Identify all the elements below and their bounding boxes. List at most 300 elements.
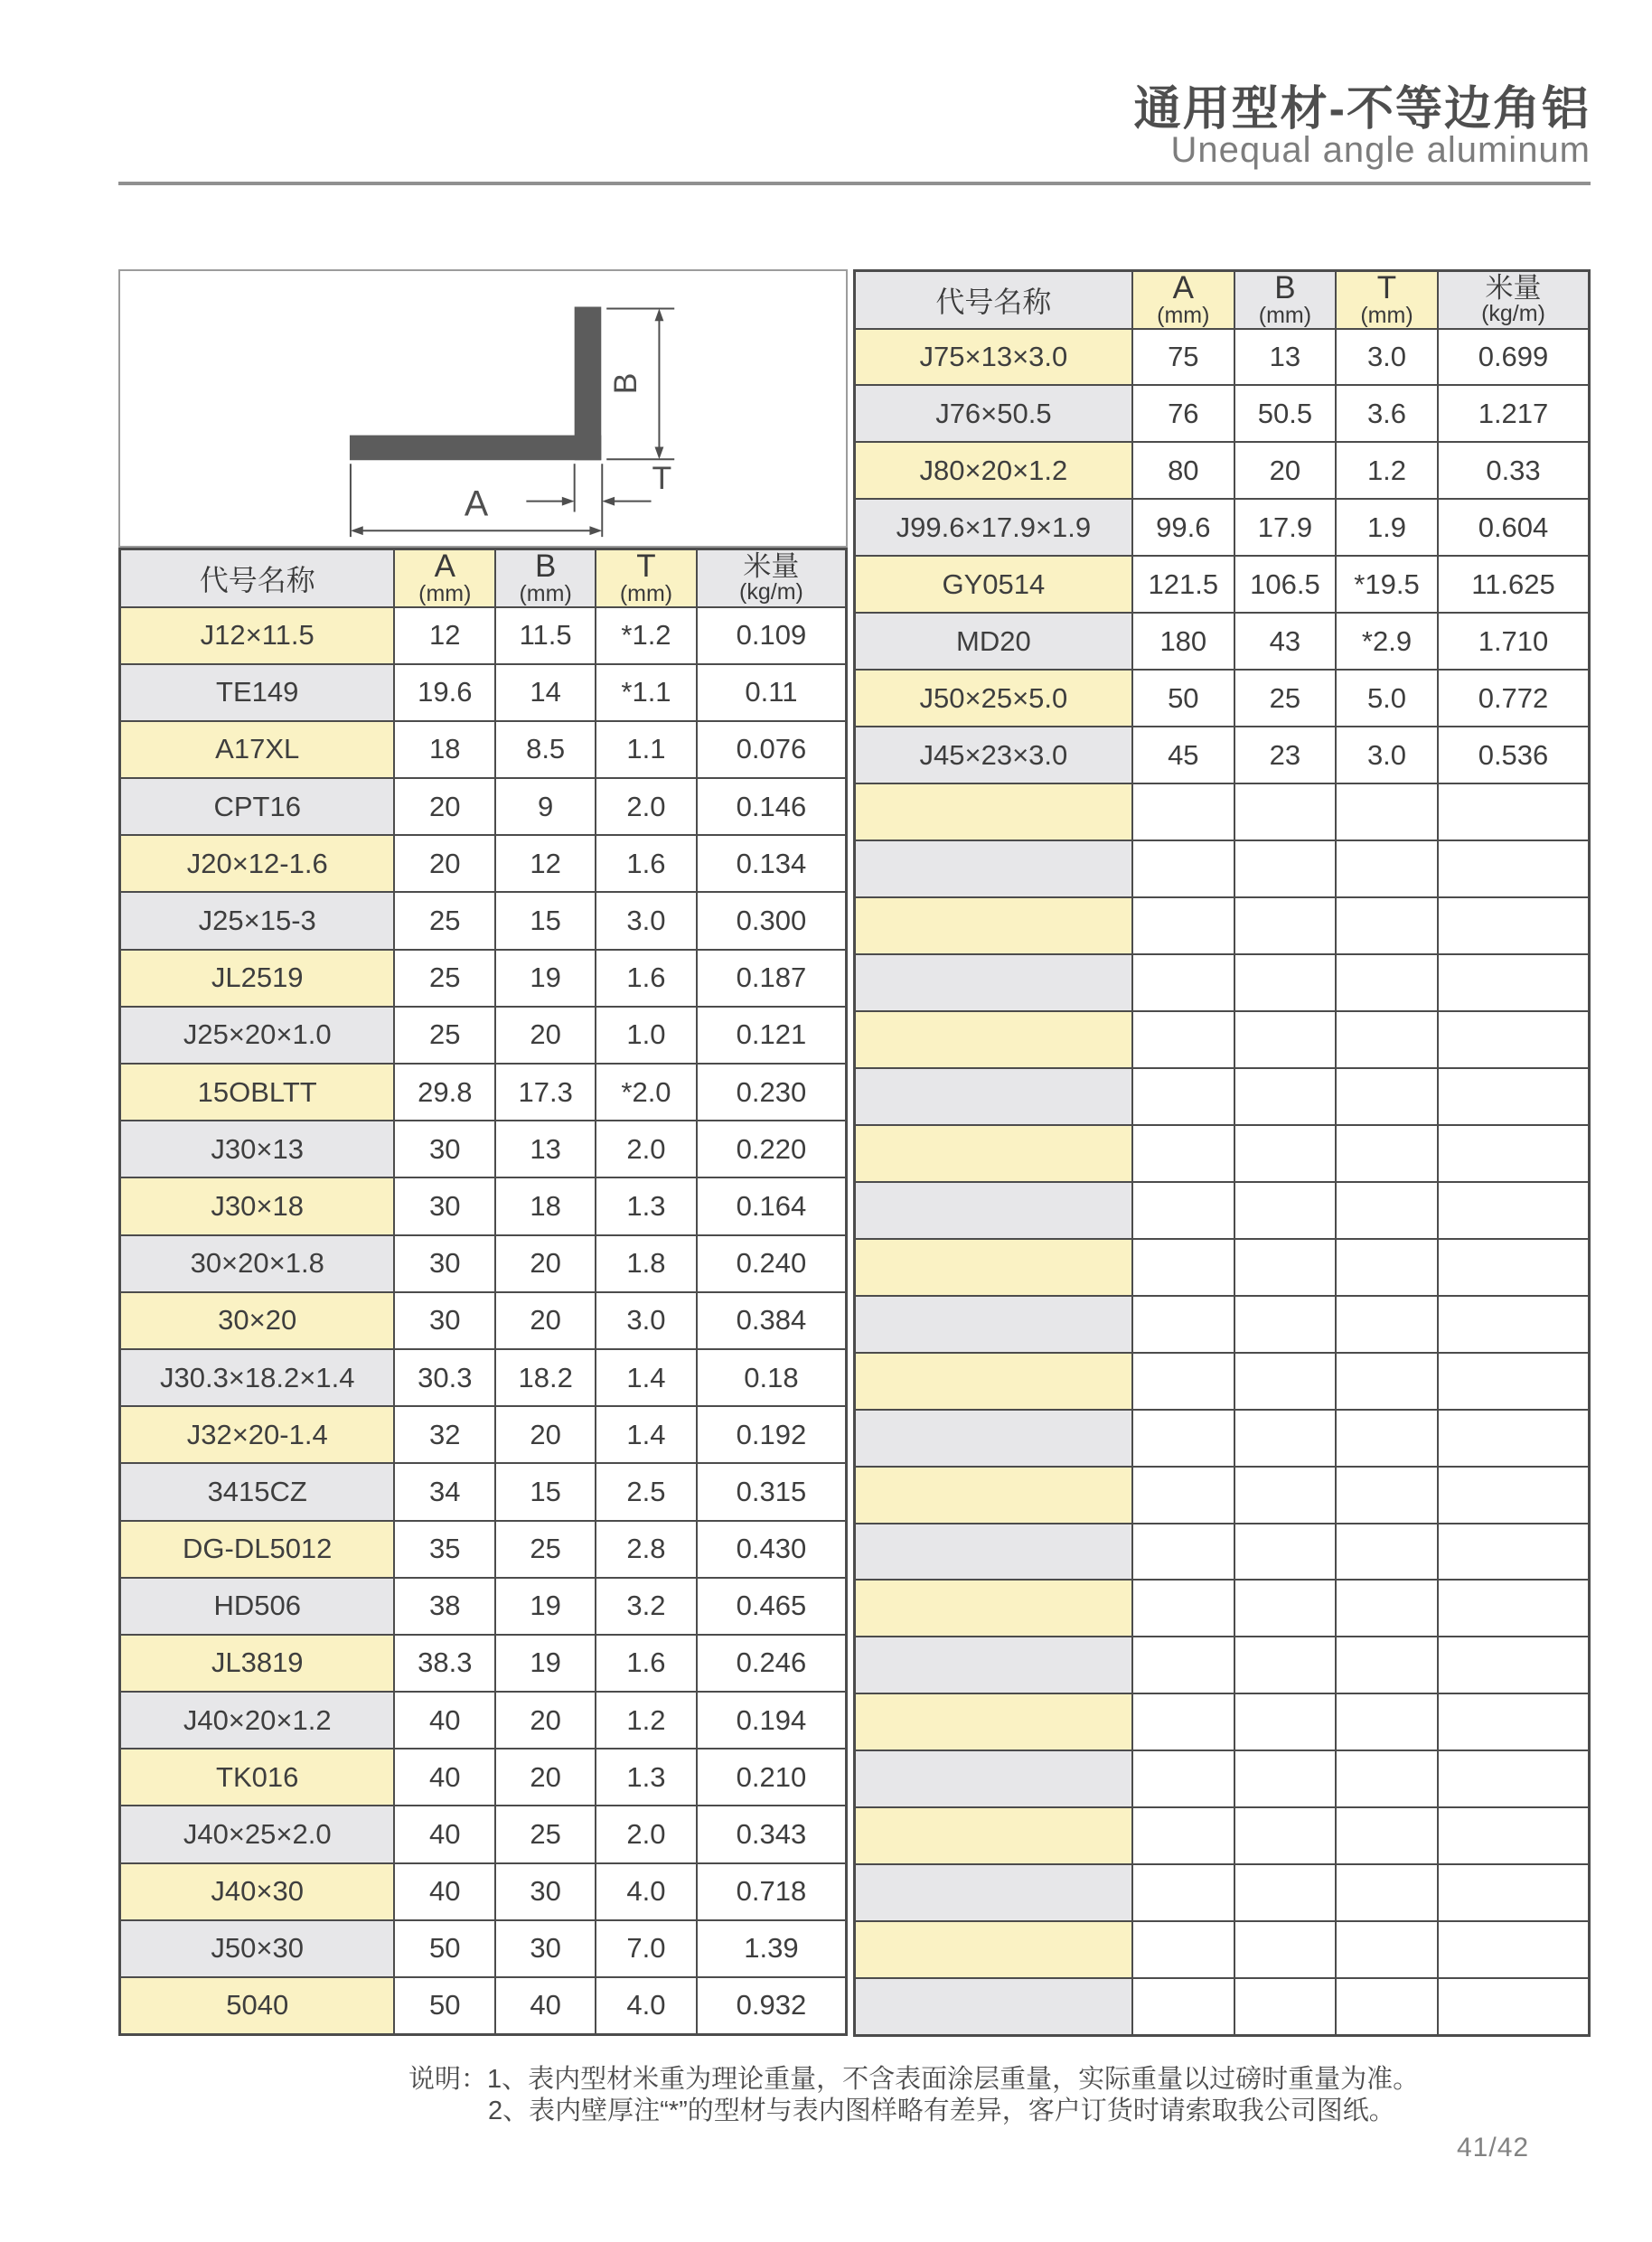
value-cell — [1438, 1068, 1590, 1125]
header-b-unit: (mm) — [1258, 303, 1312, 329]
value-cell — [1132, 1467, 1234, 1524]
value-cell — [1132, 1410, 1234, 1467]
profile-name-cell: J75×13×3.0 — [855, 329, 1132, 386]
value-cell: 23 — [1234, 727, 1336, 783]
dimension-label-a: A — [464, 483, 489, 524]
value-cell — [1336, 1580, 1438, 1637]
value-cell: 1.2 — [1336, 442, 1438, 499]
value-cell — [1438, 1693, 1590, 1750]
value-cell: 1.3 — [596, 1177, 697, 1234]
profile-name-cell — [855, 1011, 1132, 1068]
value-cell — [1336, 840, 1438, 897]
value-cell: 0.11 — [697, 664, 847, 721]
value-cell: 15 — [495, 1463, 596, 1520]
value-cell: 1.39 — [697, 1920, 847, 1977]
profile-name-cell — [855, 1182, 1132, 1239]
table-row — [120, 1007, 847, 1064]
value-cell — [1336, 1296, 1438, 1353]
value-cell: 121.5 — [1132, 556, 1234, 613]
value-cell — [1438, 1637, 1590, 1693]
value-cell: 20 — [495, 1235, 596, 1292]
profile-name-cell: CPT16 — [120, 778, 395, 835]
value-cell: 50.5 — [1234, 385, 1336, 442]
value-cell — [1336, 1637, 1438, 1693]
profile-name-cell: 30×20×1.8 — [120, 1235, 395, 1292]
value-cell — [1234, 1580, 1336, 1637]
value-cell — [1234, 1467, 1336, 1524]
value-cell: 30 — [394, 1177, 495, 1234]
value-cell — [1132, 1182, 1234, 1239]
profile-name-cell — [855, 1125, 1132, 1182]
value-cell — [1132, 1296, 1234, 1353]
left-profile-table — [118, 548, 848, 2036]
a-arrow-right — [589, 526, 602, 535]
value-cell: 0.230 — [697, 1064, 847, 1121]
value-cell — [1132, 1125, 1234, 1182]
table-row — [120, 1349, 847, 1406]
a-arrow-left — [351, 526, 363, 535]
value-cell: 35 — [394, 1521, 495, 1578]
header-a-label: A — [434, 549, 455, 585]
header-t-unit: (mm) — [1360, 303, 1413, 329]
value-cell — [1132, 1524, 1234, 1581]
table-row — [855, 1864, 1590, 1921]
value-cell: 0.300 — [697, 892, 847, 949]
value-cell: 1.9 — [1336, 499, 1438, 556]
profile-name-cell — [855, 1750, 1132, 1807]
profile-name-cell — [855, 1580, 1132, 1637]
table-row — [855, 727, 1590, 783]
value-cell — [1132, 1978, 1234, 2035]
value-cell — [1438, 1978, 1590, 2035]
header-weight — [697, 549, 847, 607]
value-cell: 2.5 — [596, 1463, 697, 1520]
header-t-label: T — [1376, 270, 1397, 306]
table-row — [120, 1920, 847, 1977]
table-row — [120, 1749, 847, 1806]
value-cell — [1336, 1524, 1438, 1581]
value-cell: 2.0 — [596, 1806, 697, 1862]
profile-name-cell — [855, 1296, 1132, 1353]
value-cell — [1336, 1068, 1438, 1125]
table-row — [120, 1406, 847, 1463]
value-cell: 1.8 — [596, 1235, 697, 1292]
table-row — [120, 1977, 847, 2034]
value-cell: *2.0 — [596, 1064, 697, 1121]
value-cell: 1.4 — [596, 1406, 697, 1463]
value-cell: 3.0 — [1336, 329, 1438, 386]
table-row — [855, 385, 1590, 442]
value-cell: 25 — [1234, 670, 1336, 727]
dimension-label-t: T — [652, 459, 672, 496]
value-cell — [1132, 1580, 1234, 1637]
value-cell: 40 — [495, 1977, 596, 2034]
profile-name-cell: J30×18 — [120, 1177, 395, 1234]
header-b — [1234, 271, 1336, 329]
value-cell: 1.0 — [596, 1007, 697, 1064]
profile-name-cell: J25×15-3 — [120, 892, 395, 949]
value-cell — [1132, 1807, 1234, 1864]
table-row — [855, 1239, 1590, 1296]
value-cell: 1.3 — [596, 1749, 697, 1806]
table-row — [855, 556, 1590, 613]
value-cell — [1336, 1011, 1438, 1068]
value-cell: 50 — [394, 1977, 495, 2034]
value-cell — [1234, 1864, 1336, 1921]
table-row — [855, 1011, 1590, 1068]
b-arrow-up — [655, 308, 664, 321]
value-cell: 0.146 — [697, 778, 847, 835]
profile-name-cell: J20×12-1.6 — [120, 835, 395, 892]
value-cell: *19.5 — [1336, 556, 1438, 613]
table-row — [855, 1637, 1590, 1693]
value-cell: 25 — [394, 950, 495, 1007]
header-rule — [118, 182, 1591, 185]
header-t — [596, 549, 697, 607]
value-cell: 29.8 — [394, 1064, 495, 1121]
value-cell — [1234, 954, 1336, 1011]
profile-name-cell: J45×23×3.0 — [855, 727, 1132, 783]
value-cell: 25 — [394, 892, 495, 949]
value-cell: 25 — [495, 1521, 596, 1578]
value-cell: 1.1 — [596, 721, 697, 778]
value-cell — [1438, 1182, 1590, 1239]
value-cell: 1.4 — [596, 1349, 697, 1406]
value-cell — [1234, 840, 1336, 897]
value-cell — [1234, 1125, 1336, 1182]
value-cell: 30 — [495, 1920, 596, 1977]
value-cell — [1132, 1637, 1234, 1693]
value-cell: 30 — [394, 1235, 495, 1292]
value-cell — [1438, 1864, 1590, 1921]
table-row — [855, 954, 1590, 1011]
value-cell — [1438, 1239, 1590, 1296]
value-cell: 12 — [495, 835, 596, 892]
value-cell: 3.0 — [1336, 727, 1438, 783]
value-cell — [1336, 1410, 1438, 1467]
profile-name-cell — [855, 1353, 1132, 1410]
value-cell — [1234, 897, 1336, 954]
table-row — [120, 721, 847, 778]
value-cell: 34 — [394, 1463, 495, 1520]
value-cell: 99.6 — [1132, 499, 1234, 556]
table-row — [120, 1806, 847, 1862]
value-cell: 0.240 — [697, 1235, 847, 1292]
profile-name-cell — [855, 1524, 1132, 1581]
value-cell: 20 — [1234, 442, 1336, 499]
value-cell: 30 — [394, 1121, 495, 1177]
value-cell: 1.6 — [596, 950, 697, 1007]
profile-name-cell: J32×20-1.4 — [120, 1406, 395, 1463]
value-cell: 8.5 — [495, 721, 596, 778]
table-row — [855, 1068, 1590, 1125]
table-row — [855, 613, 1590, 670]
value-cell — [1438, 840, 1590, 897]
value-cell: 18 — [394, 721, 495, 778]
value-cell: 7.0 — [596, 1920, 697, 1977]
value-cell: 0.246 — [697, 1635, 847, 1692]
right-table-body — [855, 329, 1590, 2036]
value-cell: 38.3 — [394, 1635, 495, 1692]
value-cell: 0.536 — [1438, 727, 1590, 783]
value-cell: 32 — [394, 1406, 495, 1463]
header-b-label: B — [534, 549, 557, 585]
value-cell — [1438, 1524, 1590, 1581]
value-cell: 20 — [394, 835, 495, 892]
value-cell — [1336, 783, 1438, 840]
value-cell — [1132, 1864, 1234, 1921]
value-cell — [1132, 1353, 1234, 1410]
value-cell: 2.0 — [596, 1121, 697, 1177]
table-row — [120, 1463, 847, 1520]
profile-name-cell — [855, 1807, 1132, 1864]
value-cell: 17.3 — [495, 1064, 596, 1121]
value-cell: 0.604 — [1438, 499, 1590, 556]
value-cell: 0.220 — [697, 1121, 847, 1177]
value-cell: 1.6 — [596, 1635, 697, 1692]
value-cell: 0.932 — [697, 1977, 847, 2034]
value-cell: 2.8 — [596, 1521, 697, 1578]
value-cell: 0.192 — [697, 1406, 847, 1463]
profile-name-cell: J30×13 — [120, 1121, 395, 1177]
value-cell: 45 — [1132, 727, 1234, 783]
value-cell: 0.187 — [697, 950, 847, 1007]
table-row — [855, 783, 1590, 840]
value-cell: 0.18 — [697, 1349, 847, 1406]
value-cell: 19.6 — [394, 664, 495, 721]
t-arrow-right-pointing — [562, 497, 575, 506]
value-cell — [1336, 1978, 1438, 2035]
value-cell — [1438, 1011, 1590, 1068]
table-row — [120, 1177, 847, 1234]
profile-name-cell: MD20 — [855, 613, 1132, 670]
profile-name-cell: 5040 — [120, 1977, 395, 2034]
table-row — [855, 329, 1590, 386]
profile-name-cell — [855, 897, 1132, 954]
value-cell: 76 — [1132, 385, 1234, 442]
profile-name-cell: DG-DL5012 — [120, 1521, 395, 1578]
profile-name-cell: 3415CZ — [120, 1463, 395, 1520]
dimension-label-b: B — [606, 372, 643, 395]
value-cell: 1.6 — [596, 835, 697, 892]
value-cell: 20 — [495, 1692, 596, 1749]
profile-name-cell — [855, 783, 1132, 840]
table-row — [120, 1292, 847, 1349]
value-cell: 0.772 — [1438, 670, 1590, 727]
table-row — [120, 1521, 847, 1578]
table-row — [855, 1524, 1590, 1581]
table-row — [120, 1064, 847, 1121]
value-cell — [1234, 1011, 1336, 1068]
profile-name-cell — [855, 1410, 1132, 1467]
value-cell: 20 — [394, 778, 495, 835]
value-cell: 40 — [394, 1863, 495, 1920]
value-cell: 0.718 — [697, 1863, 847, 1920]
table-row — [855, 1750, 1590, 1807]
table-row — [855, 1978, 1590, 2035]
right-table-header-row — [855, 271, 1590, 329]
profile-name-cell: J40×30 — [120, 1863, 395, 1920]
value-cell: 2.0 — [596, 778, 697, 835]
value-cell — [1234, 1068, 1336, 1125]
header-name: 代号名称 — [855, 271, 1132, 329]
value-cell: 4.0 — [596, 1977, 697, 2034]
table-row — [120, 1121, 847, 1177]
value-cell: 13 — [495, 1121, 596, 1177]
page-title-en: Unequal angle aluminum — [1170, 130, 1591, 170]
profile-name-cell: TK016 — [120, 1749, 395, 1806]
value-cell — [1438, 1467, 1590, 1524]
value-cell: 0.164 — [697, 1177, 847, 1234]
value-cell: 0.194 — [697, 1692, 847, 1749]
value-cell: 30 — [394, 1292, 495, 1349]
profile-name-cell: A17XL — [120, 721, 395, 778]
header-name: 代号名称 — [120, 549, 395, 607]
value-cell: 0.076 — [697, 721, 847, 778]
value-cell — [1132, 840, 1234, 897]
value-cell: 75 — [1132, 329, 1234, 386]
profile-name-cell: GY0514 — [855, 556, 1132, 613]
profile-name-cell — [855, 1921, 1132, 1978]
header-a — [1132, 271, 1234, 329]
table-row — [120, 1863, 847, 1920]
value-cell: *2.9 — [1336, 613, 1438, 670]
value-cell: 18.2 — [495, 1349, 596, 1406]
value-cell — [1438, 1921, 1590, 1978]
value-cell: 0.315 — [697, 1463, 847, 1520]
table-row — [855, 1807, 1590, 1864]
header-b — [495, 549, 596, 607]
table-row — [855, 1467, 1590, 1524]
table-row — [120, 1235, 847, 1292]
profile-name-cell: 30×20 — [120, 1292, 395, 1349]
value-cell: 3.0 — [596, 1292, 697, 1349]
value-cell: 40 — [394, 1692, 495, 1749]
value-cell: 0.33 — [1438, 442, 1590, 499]
value-cell — [1438, 1296, 1590, 1353]
profile-name-cell — [855, 1637, 1132, 1693]
profile-name-cell: J50×25×5.0 — [855, 670, 1132, 727]
value-cell: 19 — [495, 950, 596, 1007]
value-cell: 4.0 — [596, 1863, 697, 1920]
table-row — [855, 897, 1590, 954]
value-cell: 0.465 — [697, 1578, 847, 1635]
value-cell — [1234, 1921, 1336, 1978]
value-cell: 20 — [495, 1749, 596, 1806]
value-cell — [1234, 1693, 1336, 1750]
value-cell: 50 — [394, 1920, 495, 1977]
value-cell — [1438, 1750, 1590, 1807]
value-cell: 0.210 — [697, 1749, 847, 1806]
value-cell: 3.2 — [596, 1578, 697, 1635]
table-row — [855, 670, 1590, 727]
value-cell — [1336, 897, 1438, 954]
header-weight-unit: (kg/m) — [739, 579, 803, 605]
value-cell: *1.2 — [596, 607, 697, 664]
value-cell: 20 — [495, 1007, 596, 1064]
value-cell: 80 — [1132, 442, 1234, 499]
header-b-label: B — [1274, 270, 1296, 306]
profile-name-cell: J99.6×17.9×1.9 — [855, 499, 1132, 556]
value-cell: 0.384 — [697, 1292, 847, 1349]
value-cell — [1234, 1637, 1336, 1693]
value-cell: 19 — [495, 1578, 596, 1635]
header-weight-unit: (kg/m) — [1481, 301, 1545, 327]
profile-name-cell: J76×50.5 — [855, 385, 1132, 442]
table-row — [120, 1635, 847, 1692]
profile-name-cell: J50×30 — [120, 1920, 395, 1977]
value-cell: 38 — [394, 1578, 495, 1635]
table-row — [120, 950, 847, 1007]
header-weight — [1438, 271, 1590, 329]
value-cell — [1132, 897, 1234, 954]
value-cell: 20 — [495, 1406, 596, 1463]
profile-name-cell: J12×11.5 — [120, 607, 395, 664]
angle-profile-svg — [120, 271, 846, 546]
value-cell: 5.0 — [1336, 670, 1438, 727]
value-cell — [1234, 1410, 1336, 1467]
header-a-unit: (mm) — [1157, 303, 1210, 329]
profile-name-cell: JL3819 — [120, 1635, 395, 1692]
table-row — [855, 1921, 1590, 1978]
header-b-unit: (mm) — [519, 581, 572, 607]
value-cell: 11.625 — [1438, 556, 1590, 613]
value-cell — [1336, 1353, 1438, 1410]
value-cell — [1438, 897, 1590, 954]
profile-name-cell: JL2519 — [120, 950, 395, 1007]
header-a-unit: (mm) — [418, 581, 472, 607]
value-cell — [1336, 1693, 1438, 1750]
value-cell: 30 — [495, 1863, 596, 1920]
value-cell: 20 — [495, 1292, 596, 1349]
value-cell: 3.6 — [1336, 385, 1438, 442]
value-cell: 180 — [1132, 613, 1234, 670]
value-cell — [1336, 954, 1438, 1011]
header-t-unit: (mm) — [619, 581, 673, 607]
value-cell — [1234, 1807, 1336, 1864]
profile-name-cell — [855, 1467, 1132, 1524]
table-row — [120, 778, 847, 835]
header-a-label: A — [1172, 270, 1194, 306]
value-cell — [1132, 1239, 1234, 1296]
value-cell: *1.1 — [596, 664, 697, 721]
profile-name-cell: TE149 — [120, 664, 395, 721]
value-cell: 12 — [394, 607, 495, 664]
value-cell: 43 — [1234, 613, 1336, 670]
header-a — [394, 549, 495, 607]
profile-name-cell — [855, 1239, 1132, 1296]
value-cell — [1234, 1296, 1336, 1353]
value-cell: 40 — [394, 1749, 495, 1806]
t-arrow-left-pointing — [602, 497, 615, 506]
value-cell: 1.2 — [596, 1692, 697, 1749]
value-cell: 1.710 — [1438, 613, 1590, 670]
left-table-body — [120, 607, 847, 2035]
value-cell — [1132, 1750, 1234, 1807]
header-weight-label: 米量 — [1485, 272, 1542, 305]
value-cell: 106.5 — [1234, 556, 1336, 613]
value-cell: 0.430 — [697, 1521, 847, 1578]
header-weight-label: 米量 — [743, 550, 800, 583]
profile-name-cell: J40×20×1.2 — [120, 1692, 395, 1749]
value-cell — [1438, 1410, 1590, 1467]
table-row — [855, 1410, 1590, 1467]
table-row — [855, 442, 1590, 499]
value-cell: 25 — [394, 1007, 495, 1064]
table-row — [855, 1580, 1590, 1637]
value-cell — [1132, 1693, 1234, 1750]
profile-name-cell: J40×25×2.0 — [120, 1806, 395, 1862]
